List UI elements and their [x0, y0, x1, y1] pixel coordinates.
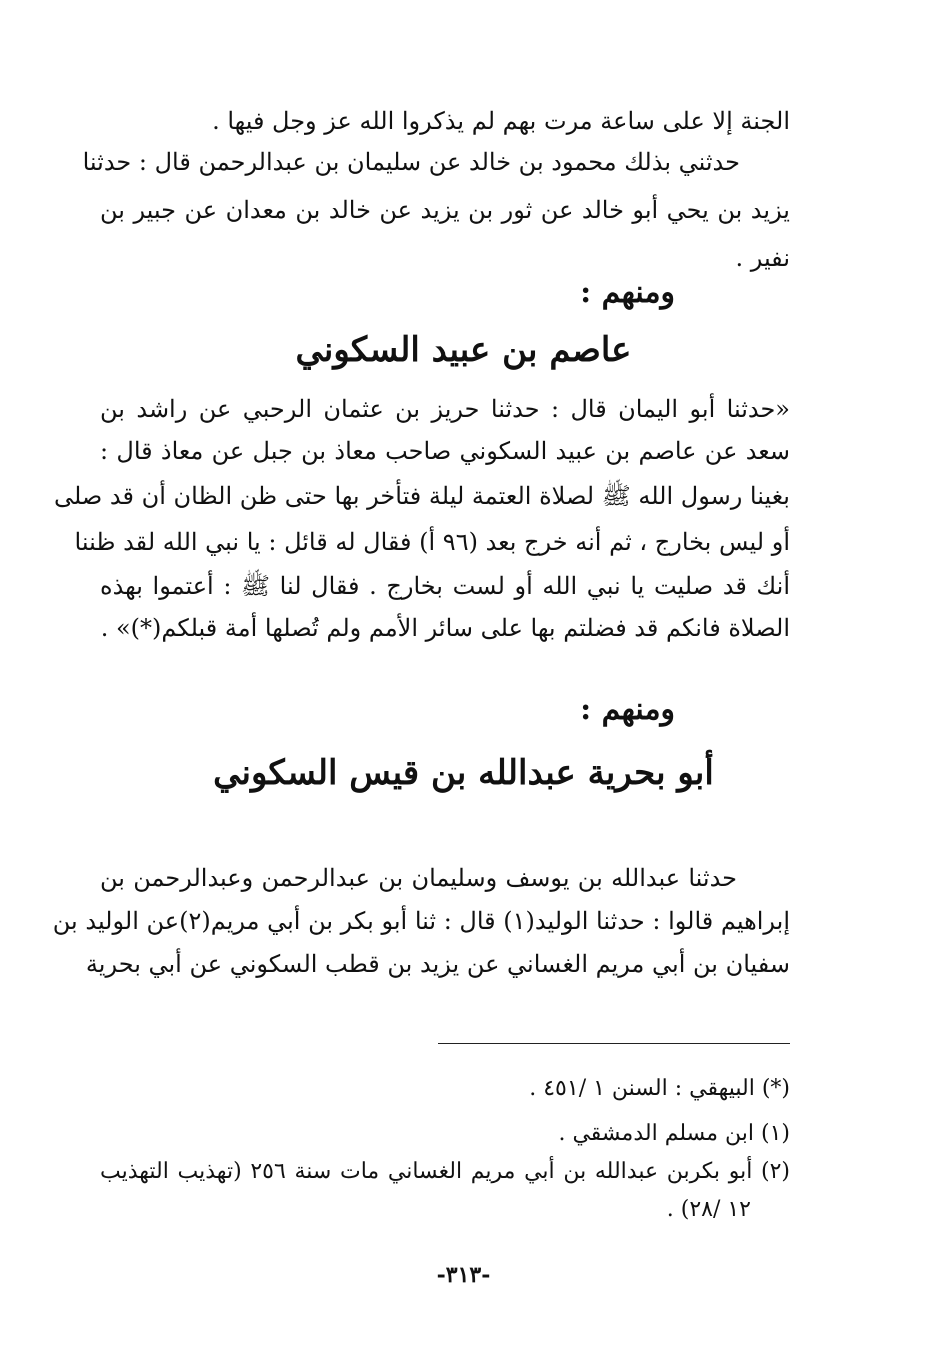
footnote-2-continuation: ١٢ /٢٨) . [666, 1197, 751, 1222]
footnote-2: (٢) أبو بكربن عبدالله بن أبي مريم الغساني مات سنة ٢٥٦ (تهذيب التهذيب [100, 1159, 790, 1184]
section1-line-5: أنك قد صليت يا نبي الله أو لست بخارج . فقال لنا ﷺ : أعتموا بهذه [100, 572, 790, 600]
section2-line-2: إبراهيم قالوا : حدثنا الوليد(١) قال : ثنا أبو بكر بن أبي مريم(٢)عن الوليد بن [52, 907, 790, 935]
section1-line-3: بغينا رسول الله ﷺ لصلاة العتمة ليلة فتأخر بها حتى ظن الظان أن قد صلى [53, 482, 790, 510]
section2-line-1: حدثنا عبدالله بن يوسف وسليمان بن عبدالرحمن وعبدالرحمن بن [100, 864, 737, 892]
paragraph1-line-4: نفير . [735, 244, 790, 272]
section1-line-6: الصلاة فانكم قد فضلتم بها على سائر الأمم ولم تُصلها أمة قبلكم(*)» . [100, 614, 790, 642]
footnote-star: (*) البيهقي : السنن ١ /٤٥١ . [529, 1076, 790, 1101]
section1-line-4: أو ليس بخارج ، ثم أنه خرج بعد (٩٦ أ) فقال له قائل : يا نبي الله لقد ظننا [74, 528, 790, 556]
section1-title: عاصم بن عبيد السكوني [295, 330, 632, 370]
section2-intro: ومنهم : [580, 692, 675, 727]
footnote-divider [438, 1043, 790, 1044]
page-number: -٣١٣- [436, 1262, 491, 1288]
section2-line-3: سفيان بن أبي مريم الغساني عن يزيد بن قطب السكوني عن أبي بحرية [85, 950, 790, 978]
section1-line-1: «حدثنا أبو اليمان قال : حدثنا حريز بن عثمان الرحبي عن راشد بن [100, 395, 790, 423]
paragraph1-line-2: حدثني بذلك محمود بن خالد عن سليمان بن عبدالرحمن قال : حدثنا [82, 148, 740, 176]
footnote-1: (١) ابن مسلم الدمشقي . [558, 1121, 790, 1146]
section2-title: أبو بحرية عبدالله بن قيس السكوني [213, 753, 714, 793]
paragraph1-line-1: الجنة إلا على ساعة مرت بهم لم يذكروا الله عز وجل فيها . [212, 107, 790, 135]
section1-line-2: سعد عن عاصم بن عبيد السكوني صاحب معاذ بن جبل عن معاذ قال : [100, 437, 790, 465]
section1-intro: ومنهم : [580, 275, 675, 310]
paragraph1-line-3: يزيد بن يحي أبو خالد عن ثور بن يزيد عن خالد بن معدان عن جبير بن [100, 196, 790, 224]
